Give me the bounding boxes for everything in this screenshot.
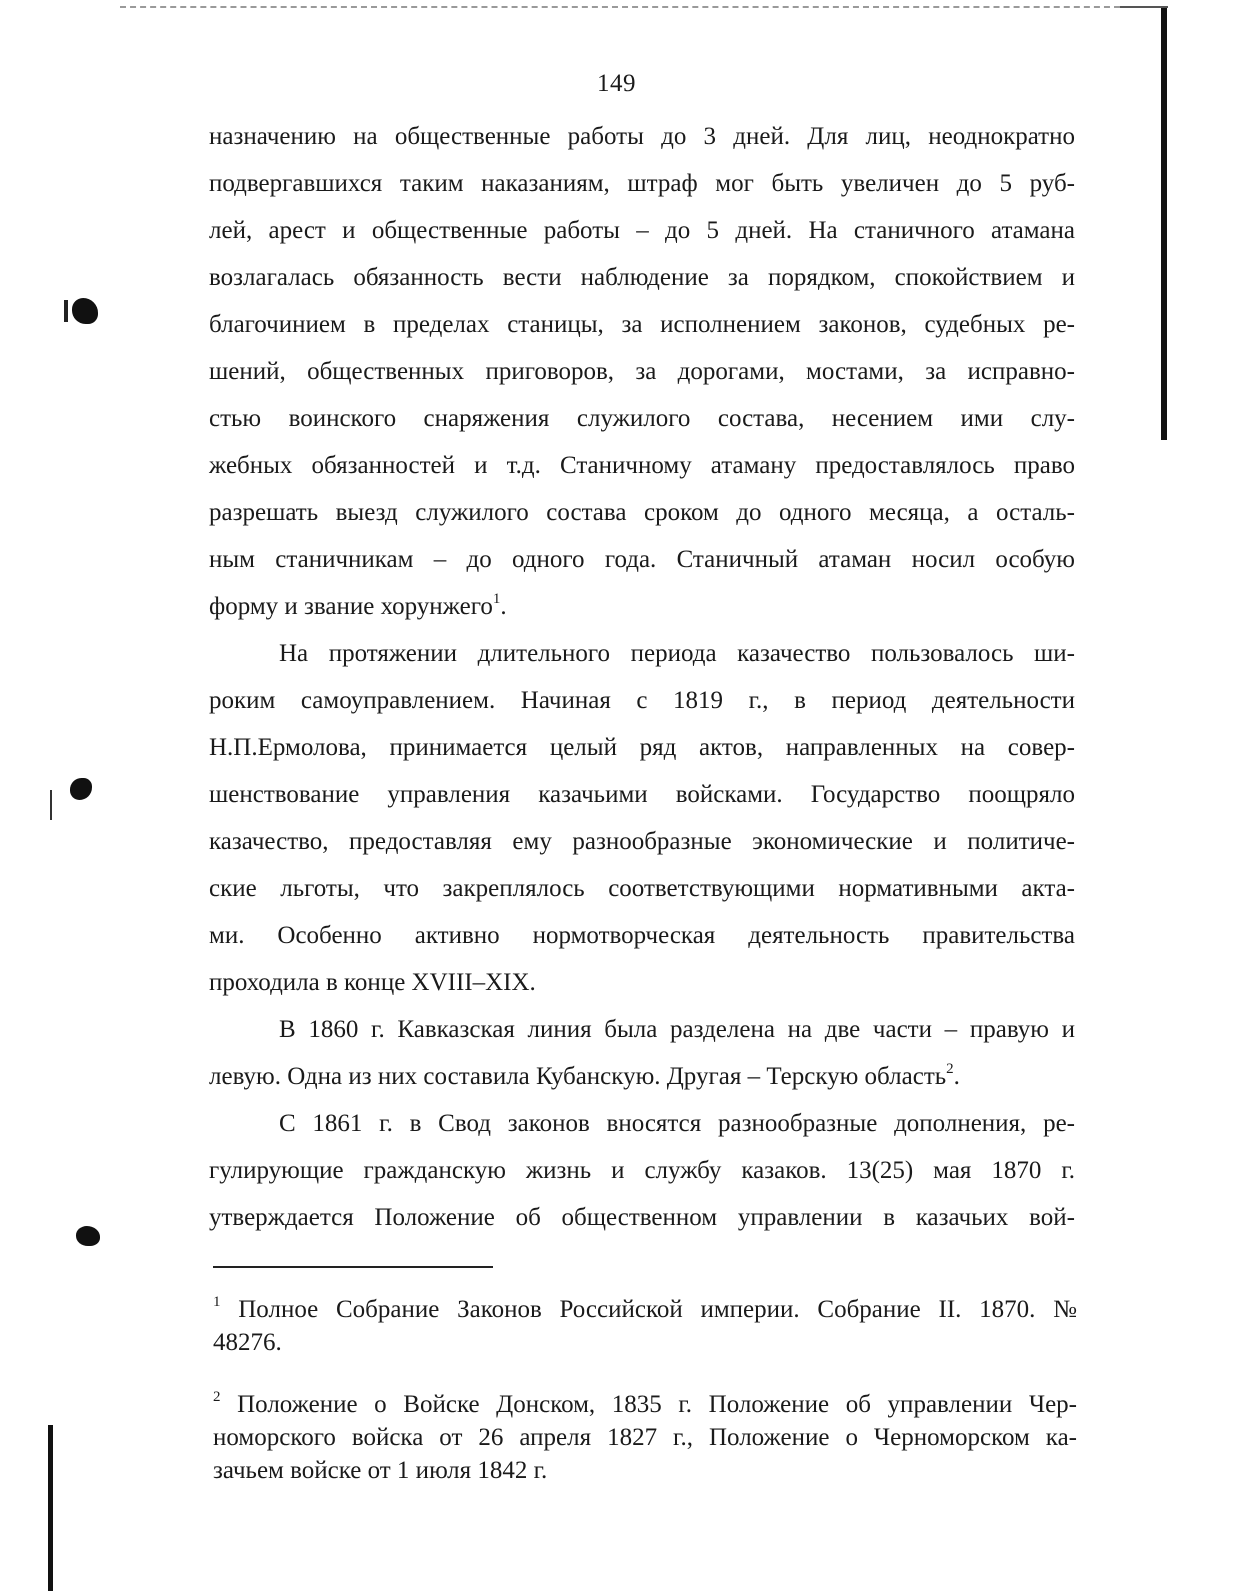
body-line <box>209 818 1075 865</box>
body-line <box>209 724 1075 771</box>
body-line <box>209 1147 1075 1194</box>
body-line-text: шений, общественных приговоров, за дорогами, мостами, за исправно- <box>209 358 1075 385</box>
body-line <box>209 113 1075 160</box>
body-line-punctuation: . <box>953 1063 960 1090</box>
body-line-text: роким самоуправлением. Начиная с 1819 г., в период деятельности <box>209 687 1075 714</box>
body-line-text: гулирующие гражданскую жизнь и службу казаков. 13(25) мая 1870 г. <box>209 1157 1075 1184</box>
body-line <box>209 1053 1075 1100</box>
scan-edge-dashed-line <box>120 6 1120 8</box>
body-line-text: разрешать выезд служилого состава сроком до одного месяца, а осталь- <box>209 499 1075 526</box>
body-line-text: жебных обязанностей и т.д. Станичному атаману предоставлялось право <box>209 452 1075 479</box>
body-line-text: подвергавшихся таким наказаниям, штраф мог быть увеличен до 5 руб- <box>209 170 1075 197</box>
body-line-text: В 1860 г. Кавказская линия была разделена на две части – правую и <box>279 1016 1075 1043</box>
body-line <box>209 630 1075 677</box>
footnote-line <box>213 1388 1077 1421</box>
body-line-text: стью воинского снаряжения служилого состава, несением ими слу- <box>209 405 1075 432</box>
footnote-text: Полное Собрание Законов Российской империи. Собрание II. 1870. № <box>238 1296 1077 1323</box>
body-line-text: лей, арест и общественные работы – до 5 дней. На станичного атамана <box>209 217 1075 244</box>
body-line <box>209 1100 1075 1147</box>
body-line-text: проходила в конце XVIII–XIX. <box>209 969 536 996</box>
body-line-text: ские льготы, что закреплялось соответствующими нормативными акта- <box>209 875 1075 902</box>
footnote-text: 48276. <box>213 1329 282 1356</box>
footnote-reference: 1 <box>492 590 501 607</box>
footnote-separator <box>213 1266 493 1268</box>
body-line-punctuation: . <box>500 593 507 620</box>
footnote-1 <box>213 1293 1077 1359</box>
footnote-text: Положение о Войске Донском, 1835 г. Положение об управлении Чер- <box>237 1391 1077 1418</box>
body-line-text: казачество, предоставляя ему разнообразные экономические и политиче- <box>209 828 1075 855</box>
page-number: 149 <box>597 70 636 97</box>
body-text <box>209 113 1075 1241</box>
body-line <box>209 442 1075 489</box>
footnote-line <box>213 1454 1077 1487</box>
body-line <box>209 395 1075 442</box>
body-line <box>209 536 1075 583</box>
body-line-text: На протяжении длительного периода казачество пользовалось ши- <box>279 640 1075 667</box>
body-line <box>209 771 1075 818</box>
scan-left-tick <box>50 790 52 820</box>
body-line-text: левую. Одна из них составила Кубанскую. Другая – Терскую область <box>209 1063 947 1090</box>
body-line-text: возлагалась обязанность вести наблюдение за порядком, спокойствием и <box>209 264 1075 291</box>
body-line <box>209 583 1075 630</box>
body-line-text: форму и звание хорунжего <box>209 593 493 620</box>
footnote-line <box>213 1421 1077 1454</box>
footnote-text: номорского войска от 26 апреля 1827 г., Положение о Черноморском ка- <box>213 1424 1077 1451</box>
body-line-text: шенствование управления казачьими войсками. Государство поощряло <box>209 781 1075 808</box>
hole-punch-blot <box>70 778 92 800</box>
body-line-text: ным станичникам – до одного года. Станичный атаман носил особую <box>209 546 1075 573</box>
footnote-line <box>213 1293 1077 1326</box>
body-line <box>209 301 1075 348</box>
body-line <box>209 1006 1075 1053</box>
body-line <box>209 207 1075 254</box>
body-line <box>209 677 1075 724</box>
body-line <box>209 348 1075 395</box>
footnote-line <box>213 1326 1077 1359</box>
scan-left-edge-bar <box>48 1425 53 1591</box>
footnote-reference: 2 <box>946 1060 954 1077</box>
body-line <box>209 912 1075 959</box>
body-line <box>209 959 1075 1006</box>
hole-punch-blot <box>76 1226 100 1246</box>
body-line-text: благочинием в пределах станицы, за исполнением законов, судебных ре- <box>209 311 1075 338</box>
body-line <box>209 254 1075 301</box>
footnote-mark: 1 <box>213 1293 221 1310</box>
body-line <box>209 160 1075 207</box>
body-line <box>209 1194 1075 1241</box>
body-line-text: ми. Особенно активно нормотворческая деятельность правительства <box>209 922 1075 949</box>
body-line <box>209 489 1075 536</box>
footnote-text: зачьем войске от 1 июля 1842 г. <box>213 1457 548 1484</box>
body-line-text: Н.П.Ермолова, принимается целый ряд актов, направленных на совер- <box>209 734 1075 761</box>
body-line <box>209 865 1075 912</box>
hole-punch-blot-mark <box>64 300 68 322</box>
hole-punch-blot <box>72 298 98 324</box>
body-line-text: С 1861 г. в Свод законов вносятся разнообразные дополнения, ре- <box>279 1110 1075 1137</box>
footnote-2 <box>213 1388 1077 1487</box>
body-line-text: утверждается Положение об общественном управлении в казачьих вой- <box>209 1204 1075 1231</box>
body-line-text: назначению на общественные работы до 3 дней. Для лиц, неоднократно <box>209 123 1075 150</box>
footnote-mark: 2 <box>213 1388 221 1405</box>
